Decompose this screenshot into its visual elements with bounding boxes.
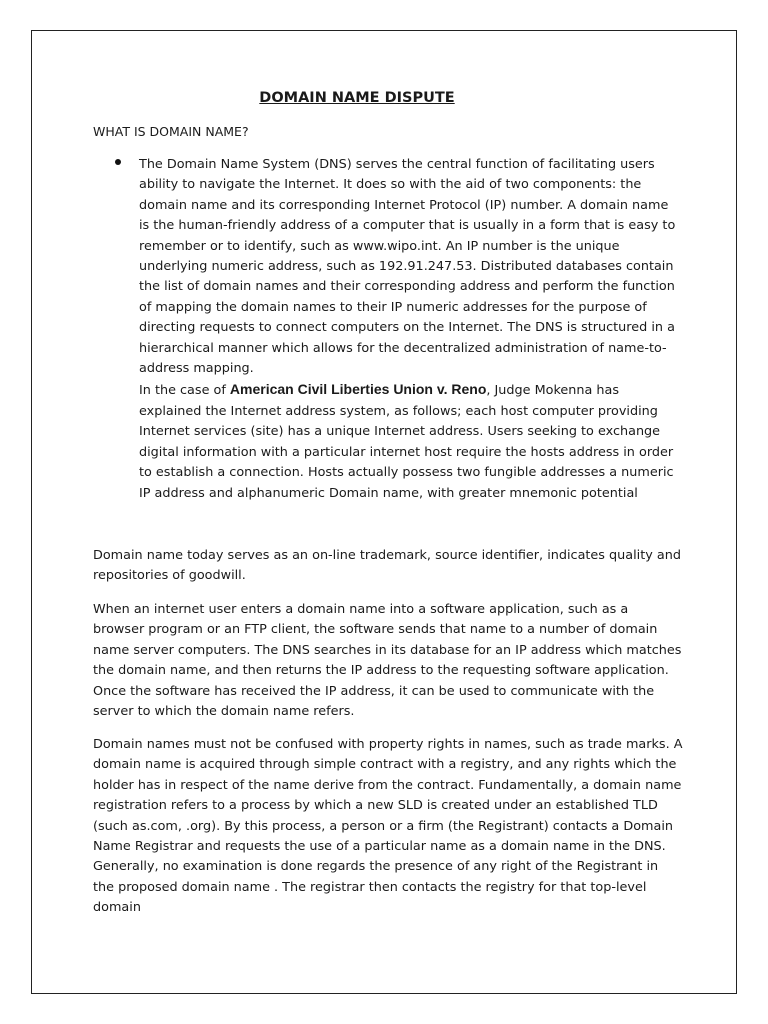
document-title: DOMAIN NAME DISPUTE — [259, 90, 455, 106]
body-paragraph-trademark: Domain name today serves as an on-line trademark, source identifier, indicates quality and repositories of goodwill. — [93, 548, 681, 584]
bullet-paragraph-case — [139, 379, 679, 503]
bullet-item — [139, 155, 679, 504]
body-paragraph-registration: Domain names must not be confused with property rights in names, such as trade marks. A domain name is acquired through simple contract with a registry, and any rights which the holder has in respect of the name derive from the contract. Fundamentally, a domain name registration refers to a process by which a new SLD is created under an established TLD (such as.com, .org). By this process, a person or a firm (the Registrant) contacts a Domain Name Registrar and requests the use of a particular name as a domain name in the DNS. Generally, no examination is done regards the presence of any right of the Registrant in the proposed domain name . The registrar then contacts the registry for that top-level domain — [93, 737, 683, 916]
case-name: American Civil Liberties Union v. Reno — [229, 381, 487, 398]
bullet-point-icon — [115, 159, 121, 165]
section-heading: WHAT IS DOMAIN NAME? — [93, 124, 249, 139]
bullet-paragraph-dns: The Domain Name System (DNS) serves the central function of facilitating users ability to navigate the Internet. It does so with the aid of two components: the domain name and its corresponding Internet Protocol (IP) number. A domain name is the human-friendly address of a computer that is usually in a form that is easy to remember or to identify, such as www.wipo.int. An IP number is the unique underlying numeric address, such as 192.91.247.53. Distributed databases contain the list of domain names and their corresponding address and perform the function of mapping the domain names to their IP numeric addresses for the purpose of directing requests to connect computers on the Internet. The DNS is structured in a hierarchical manner which allows for the decentralized administration of name-to-address mapping. — [139, 157, 676, 377]
case-intro-text: In the case of — [139, 383, 230, 399]
case-body-text: , Judge Mokenna has explained the Internet address system, as follows; each host computer providing Internet services (site) has a unique Internet address. Users seeking to exchange digital information with a particular internet host require the hosts address in order to establish a connection. Hosts actually possess two fungible addresses a numeric IP address and alphanumeric Domain name, with greater mnemonic potential — [139, 383, 674, 501]
body-paragraph-dns-lookup: When an internet user enters a domain name into a software application, such as a browser program or an FTP client, the software sends that name to a number of domain name server computers. The DNS searches in its database for an IP address which matches the domain name, and then returns the IP address to the requesting software application. Once the software has received the IP address, it can be used to communicate with the server to which the domain name refers. — [93, 602, 682, 720]
